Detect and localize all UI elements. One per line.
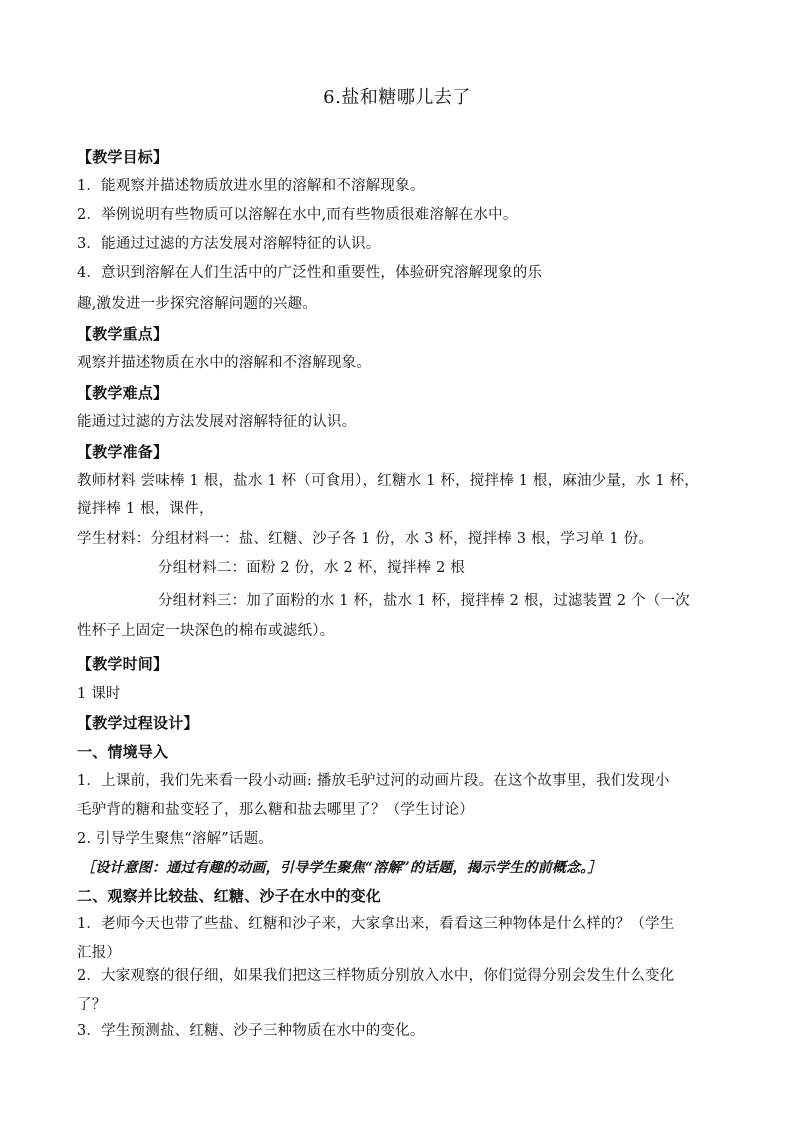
section-heading-goals: 【教学目标】 (77, 148, 169, 166)
paragraph-line: 3．能通过过滤的方法发展对溶解特征的认识。 (77, 236, 381, 252)
paragraph-line: 观察并描述物质在水中的溶解和不溶解现象。 (77, 355, 371, 371)
paragraph-line: 汇报） (77, 945, 122, 961)
paragraph-line: 性杯子上固定一块深色的棉布或滤纸）。 (77, 623, 335, 639)
paragraph-line: 了？ (77, 997, 107, 1013)
page-title: 6.盐和糖哪儿去了 (323, 87, 471, 108)
paragraph-line: 2．大家观察的很仔细，如果我们把这三样物质分别放入水中，你们觉得分别会发生什么变化 (77, 968, 675, 984)
paragraph-line: 1．能观察并描述物质放进水里的溶解和不溶解现象。 (77, 178, 425, 194)
paragraph-line: 1．老师今天也带了些盐、红糖和沙子来，大家拿出来，看看这三种物体是什么样的？（学生 (77, 916, 675, 932)
paragraph-line: 教师材料 尝味棒 1 根，盐水 1 杯（可食用），红糖水 1 杯，搅拌棒 1 根，麻油少量，水 1 杯， (77, 473, 699, 489)
paragraph-line: 分组材料三：加了面粉的水 1 杯，盐水 1 杯，搅拌棒 2 根，过滤装置 2 个（一次 (158, 593, 690, 609)
section-heading-preparation: 【教学准备】 (77, 443, 169, 461)
subsection-heading: 一、情境导入 (77, 743, 169, 761)
section-heading-process: 【教学过程设计】 (77, 714, 199, 732)
paragraph-line: 趣,激发进一步探究溶解问题的兴趣。 (77, 296, 318, 312)
paragraph-line: 学生材料：分组材料一：盐、红糖、沙子各 1 份，水 3 杯，搅拌棒 3 根，学习单 1 份。 (77, 531, 653, 547)
paragraph-line: 3．学生预测盐、红糖、沙子三种物质在水中的变化。 (77, 1023, 425, 1039)
paragraph-line: 搅拌棒 1 根，课件， (77, 501, 214, 517)
section-heading-difficulties: 【教学难点】 (77, 384, 169, 402)
section-heading-time: 【教学时间】 (77, 655, 169, 673)
paragraph-line: 毛驴背的糖和盐变轻了，那么糖和盐去哪里了？（学生讨论） (77, 802, 474, 818)
paragraph-line: 分组材料二：面粉 2 份，水 2 杯，搅拌棒 2 根 (158, 560, 466, 576)
paragraph-line: 1 课时 (77, 686, 121, 702)
paragraph-line: 4．意识到溶解在人们生活中的广泛性和重要性，体验研究溶解现象的乐 (77, 265, 543, 281)
design-intent-note: ［设计意图：通过有趣的动画，引导学生聚焦“溶解”的话题，揭示学生的前概念。］ (81, 860, 602, 876)
section-heading-key-points: 【教学重点】 (77, 325, 169, 343)
subsection-heading: 二、观察并比较盐、红糖、沙子在水中的变化 (77, 887, 382, 905)
paragraph-line: 能通过过滤的方法发展对溶解特征的认识。 (77, 414, 357, 430)
paragraph-line: 2. 引导学生聚焦“溶解”话题。 (77, 831, 273, 847)
paragraph-line: 2．举例说明有些物质可以溶解在水中,而有些物质很难溶解在水中。 (77, 207, 518, 223)
paragraph-line: 1．上课前，我们先来看一段小动画: 播放毛驴过河的动画片段。在这个故事里，我们发现小 (77, 773, 670, 789)
